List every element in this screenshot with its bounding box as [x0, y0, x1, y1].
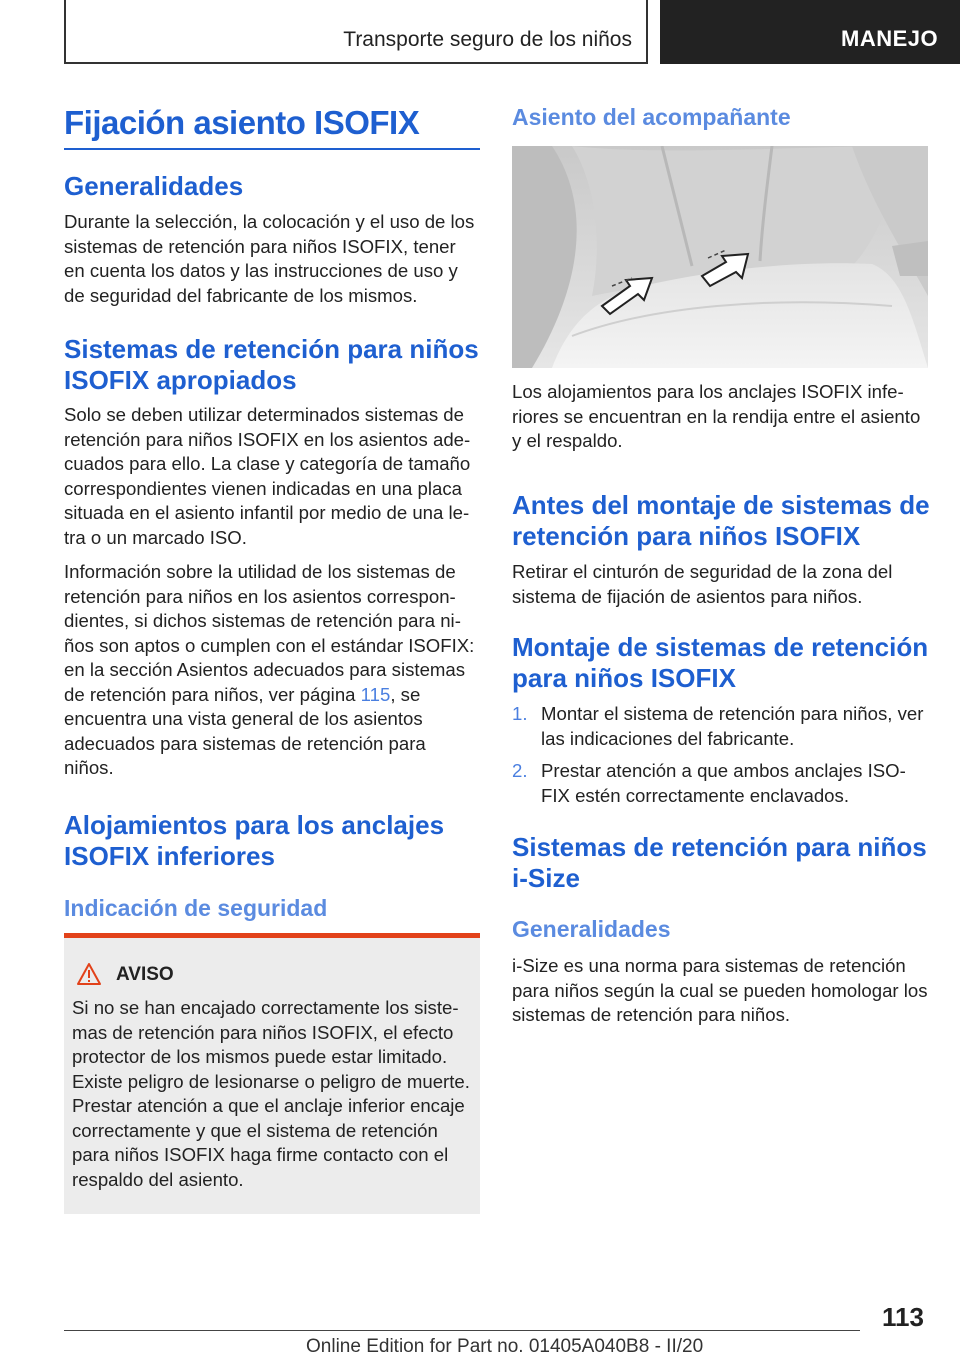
suitable-paragraph: Solo se deben utilizar determinados sistemas de retención para niños ISOFIX en los asientos adecuados para ello. La clase y categoría de tamaño correspondientes vienen indicadas en una placa situada en el asiento infantil por medio de una letra o un marcado ISO. [64, 404, 471, 548]
safety-heading: Indicación de seguridad [64, 895, 328, 921]
isize-subheading: Generalidades [512, 916, 671, 942]
lower-anchorages-heading: Alojamientos para los anclajes ISOFIX inferiores [64, 810, 445, 871]
photo-caption: Los alojamientos para los anclajes ISOFIX inferiores se encuentran en la rendija entre el asiento y el respaldo. [512, 381, 921, 451]
isize-heading: Sistemas de retención para niños i-Size [512, 832, 927, 893]
general-heading: Generalidades [64, 171, 244, 201]
before-mounting-text: Retirar el cinturón de seguridad de la zona del sistema de fijación de asientos para niños. [512, 561, 893, 607]
header-section-box [64, 0, 648, 64]
suitable-heading: Sistemas de retención para niños ISOFIX apropiados [64, 334, 479, 395]
general-paragraph: Durante la selección, la colocación y el uso de los sistemas de retención para niños ISOFIX, tener en cuenta los datos y las instrucciones de uso y de seguridad del fabricante de los mismos. [64, 211, 475, 306]
header-section-title: Transporte seguro de los niños [343, 28, 632, 51]
mounting-heading: Montaje de sistemas de retención para niños ISOFIX [512, 632, 929, 693]
info-text-after: , se encuentra una vista general de los asientos adecuados para sistemas de retención para niños. [64, 683, 426, 778]
warning-title: AVISO [116, 964, 174, 985]
header-chapter-tab: MANEJO [660, 0, 960, 64]
passenger-seat-heading: Asiento del acompañante [512, 104, 791, 130]
warning-box [64, 933, 480, 1214]
info-paragraph [64, 560, 480, 781]
footer-edition: Online Edition for Part no. 01405A040B8 - II/20 [306, 1336, 704, 1357]
page-link-115[interactable]: 115 [360, 683, 391, 705]
step-text: Prestar atención a que ambos anclajes ISOFIX estén correctamente enclavados. [541, 760, 906, 806]
step-number: 1. [512, 703, 528, 724]
warning-triangle-icon [76, 962, 102, 991]
footer-divider [64, 1330, 860, 1331]
step-text: Montar el sistema de retención para niños, ver las indicaciones del fabricante. [541, 703, 924, 749]
info-text-before: Información sobre la utilidad de los sistemas de retención para niños en los asientos correspondientes, si dichos sistemas de retención para niños son aptos o cumplen con el estándar ISOFIX: en la sección Asientos adecuados para sistemas de retención para niños, ver página [64, 561, 475, 705]
page-number: 113 [882, 1302, 924, 1332]
step-number: 2. [512, 760, 528, 781]
isize-paragraph: i-Size es una norma para sistemas de retención para niños según la cual se pueden homologar los sistemas de retención para niños. [512, 955, 928, 1025]
seat-isofix-photo [512, 146, 928, 368]
title-divider [64, 148, 480, 150]
page-title: Fijación asiento ISOFIX [64, 104, 420, 141]
before-mounting-heading: Antes del montaje de sistemas de retención para niños ISOFIX [512, 490, 930, 551]
warning-text: Si no se han encajado correctamente los sistemas de retención para niños ISOFIX, el efecto protector de los mismos puede estar limitado. Existe peligro de lesionarse o peligro de muerte. Prestar atención a que el anclaje inferior encaje correctamente y que el sistema de retención para niños ISOFIX haga firme contacto con el respaldo del asiento. [72, 997, 470, 1190]
